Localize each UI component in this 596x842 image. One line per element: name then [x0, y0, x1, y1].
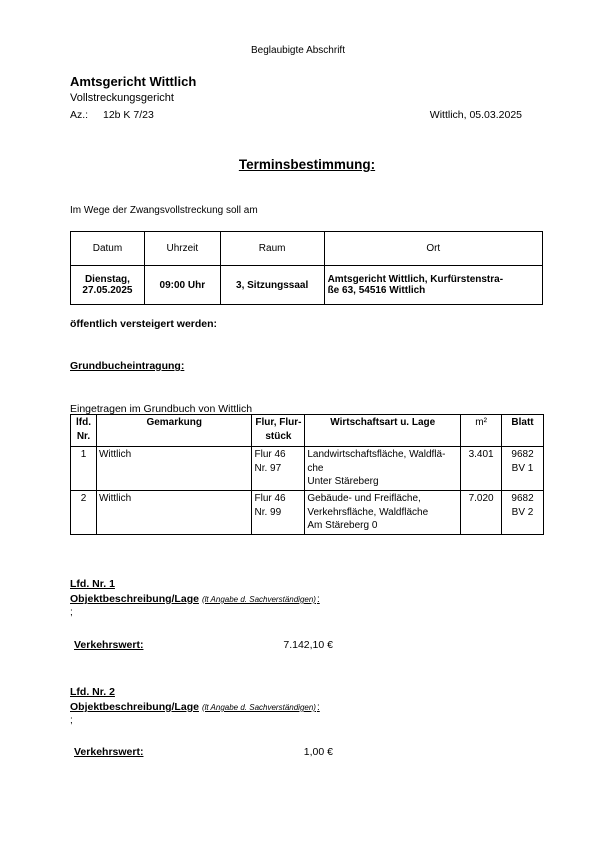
cell-gemarkung: Wittlich [96, 491, 252, 535]
cell-wirtschaftsart [305, 491, 461, 535]
header-flur-line-2: stück [265, 430, 292, 442]
header-datum: Datum [71, 232, 145, 266]
blatt-line-1: 9682 [511, 449, 534, 460]
market-value-label-1: Verkehrswert: [74, 639, 144, 651]
cell-lfd: 1 [71, 447, 97, 491]
flur-line-1: Flur 46 [254, 449, 286, 460]
object-description-note: (lt Angabe d. Sachverständigen) [201, 595, 316, 604]
market-value-2: 1,00 € [303, 746, 333, 758]
blatt-line-2: BV 2 [511, 506, 534, 518]
appointment-table [70, 231, 543, 305]
wirt-line-2: che [307, 462, 324, 474]
place-date: Wittlich, 05.03.2025 [429, 109, 522, 121]
land-register-table [70, 414, 544, 535]
grundbuch-intro: Eingetragen im Grundbuch von Wittlich [70, 403, 253, 415]
wirt-line-2: Verkehrsfläche, Waldfläche [307, 506, 429, 518]
header-wirtschaftsart: Wirtschaftsart u. Lage [305, 415, 461, 447]
market-value-label-2: Verkehrswert: [74, 746, 144, 758]
cell-flur [252, 491, 305, 535]
cell-uhrzeit: 09:00 Uhr [144, 266, 220, 305]
ort-line-2: ße 63, 54516 Wittlich [327, 285, 426, 296]
cell-flur [252, 447, 305, 491]
auction-statement: öffentlich versteigert werden: [70, 318, 218, 330]
case-number: 12b K 7/23 [103, 109, 154, 121]
datum-weekday: Dienstag, [84, 274, 130, 285]
flur-line-1: Flur 46 [254, 493, 286, 504]
case-number-label: Az.: [70, 109, 89, 121]
object-description-value-2: ; [70, 715, 73, 726]
object-description-2 [70, 701, 320, 713]
lfd-heading-2: Lfd. Nr. 2 [70, 686, 115, 698]
header-lfd-line-1: lfd. [75, 417, 91, 428]
object-description-colon: : [316, 594, 320, 605]
header-gemarkung: Gemarkung [96, 415, 252, 447]
lfd-heading-1: Lfd. Nr. 1 [70, 578, 115, 590]
page-title: Terminsbestimmung: [238, 157, 376, 172]
header-m2: m² [461, 415, 502, 447]
table-row [71, 266, 543, 305]
table-row [71, 491, 544, 535]
cell-raum: 3, Sitzungssaal [220, 266, 324, 305]
cell-m2: 7.020 [461, 491, 502, 535]
cell-datum [71, 266, 145, 305]
wirt-line-3: Am Stäreberg 0 [307, 520, 378, 531]
header-flur [252, 415, 305, 447]
cell-gemarkung: Wittlich [96, 447, 252, 491]
header-blatt: Blatt [502, 415, 544, 447]
blatt-line-1: 9682 [511, 493, 534, 504]
header-flur-line-1: Flur, Flur- [255, 417, 302, 428]
cell-blatt [502, 447, 544, 491]
header-uhrzeit: Uhrzeit [144, 232, 220, 266]
court-department: Vollstreckungsgericht [70, 92, 174, 104]
table-header-row [71, 232, 543, 266]
object-description-label: Objektbeschreibung/Lage [70, 593, 199, 605]
ort-line-1: Amtsgericht Wittlich, Kurfürstenstra- [327, 274, 504, 285]
blatt-line-2: BV 1 [511, 462, 534, 474]
datum-date: 27.05.2025 [82, 285, 133, 296]
cell-blatt [502, 491, 544, 535]
wirt-line-3: Unter Stäreberg [307, 476, 379, 487]
object-description-colon: : [316, 702, 320, 713]
object-description-label: Objektbeschreibung/Lage [70, 701, 199, 713]
cell-lfd: 2 [71, 491, 97, 535]
court-name: Amtsgericht Wittlich [70, 74, 197, 89]
cell-m2: 3.401 [461, 447, 502, 491]
wirt-line-1: Gebäude- und Freifläche, [307, 493, 421, 504]
document-header: Beglaubigte Abschrift [251, 45, 345, 56]
header-raum: Raum [220, 232, 324, 266]
market-value-1: 7.142,10 € [283, 639, 333, 651]
cell-wirtschaftsart [305, 447, 461, 491]
section-heading: Grundbucheintragung: [70, 360, 185, 372]
flur-line-2: Nr. 97 [254, 462, 282, 474]
cell-ort [324, 266, 542, 305]
header-lfd [71, 415, 97, 447]
object-description-value-1: ; [70, 607, 73, 618]
object-description-1 [70, 593, 320, 605]
header-lfd-line-2: Nr. [76, 430, 91, 442]
header-ort: Ort [324, 232, 542, 266]
table-row [71, 447, 544, 491]
wirt-line-1: Landwirtschaftsfläche, Waldflä- [307, 449, 446, 460]
object-description-note: (lt Angabe d. Sachverständigen) [201, 703, 316, 712]
flur-line-2: Nr. 99 [254, 506, 282, 518]
table-header-row [71, 415, 544, 447]
intro-text: Im Wege der Zwangsvollstreckung soll am [70, 205, 258, 216]
